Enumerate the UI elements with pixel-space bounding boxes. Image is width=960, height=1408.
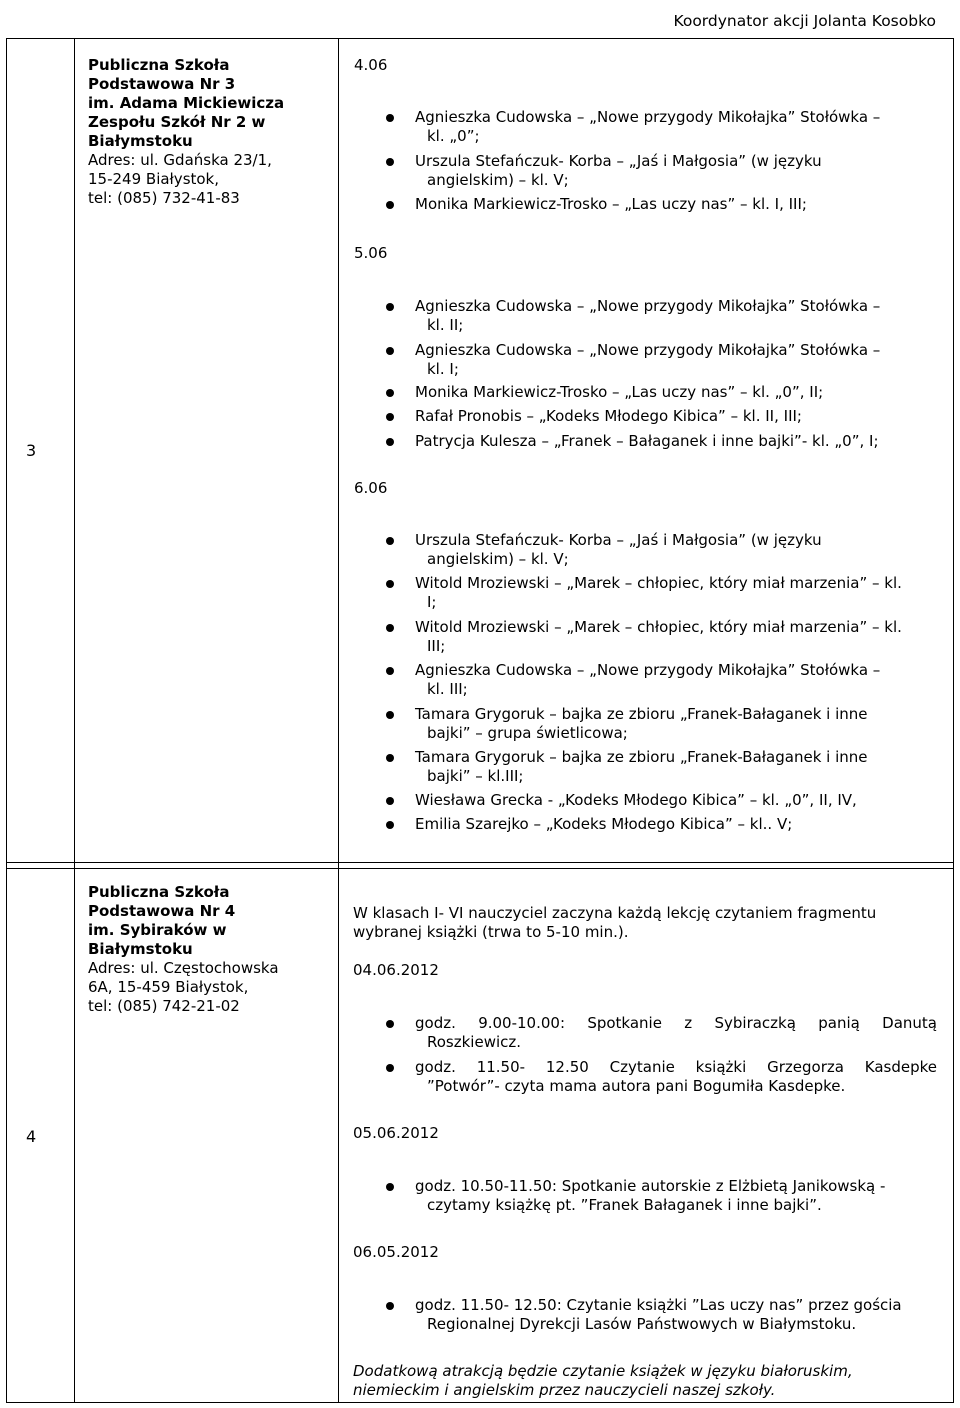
coordinator-line: Koordynator akcji Jolanta Kosobko [673,12,936,30]
event-item-line: kl. „0”; [427,127,480,145]
bullet-icon [386,754,394,762]
bullet-icon [386,797,394,805]
event-item-line: I; [427,593,437,611]
bullet-icon [386,438,394,446]
bullet-icon [386,1302,394,1310]
bullet-icon [386,389,394,397]
event-item-line: angielskim) – kl. V; [427,171,569,189]
school-address-line: Adres: ul. Gdańska 23/1, [88,151,272,169]
event-item-line: kl. I; [427,360,459,378]
bullet-icon [386,158,394,166]
school-name-line: Podstawowa Nr 3 [88,75,236,93]
event-item-line: kl. III; [427,680,468,698]
event-date: 6.06 [354,479,388,497]
table-bottom-line [6,1402,954,1403]
table-top-line [6,38,954,39]
bullet-icon [386,667,394,675]
row-separator-2 [6,868,954,869]
bullet-icon [386,303,394,311]
bullet-icon [386,711,394,719]
event-item-line: Tamara Grygoruk – bajka ze zbioru „Franek-Bałaganek i inne [415,705,868,723]
event-item-line: ”Potwór”- czyta mama autora pani Bogumiła Kasdepke. [427,1077,846,1095]
event-item-line: Agnieszka Cudowska – „Nowe przygody Mikołajka” Stołówka – [415,108,881,126]
event-item-line: kl. II; [427,316,464,334]
table-right-line [953,38,954,1402]
school-name-line: Białymstoku [88,132,193,150]
school-info [88,56,328,208]
event-item-line: Agnieszka Cudowska – „Nowe przygody Mikołajka” Stołówka – [415,297,881,315]
bullet-icon [386,201,394,209]
number-column-line [74,38,75,1402]
school-name-line: im. Adama Mickiewicza [88,94,285,112]
event-item-line: Regionalnej Dyrekcji Lasów Państwowych w Białymstoku. [427,1315,857,1333]
event-item-line: Agnieszka Cudowska – „Nowe przygody Mikołajka” Stołówka – [415,661,881,679]
intro-line: W klasach I- VI nauczyciel zaczyna każdą lekcję czytaniem fragmentu [353,904,877,922]
event-item-line: Urszula Stefańczuk- Korba – „Jaś i Małgosia” (w języku [415,531,822,549]
event-item-line: godz. 11.50- 12.50: Czytanie książki ”Las uczy nas” przez gościa [415,1296,902,1314]
event-date: 05.06.2012 [353,1124,439,1142]
event-item-line: Witold Mroziewski – „Marek – chłopiec, który miał marzenia” – kl. [415,618,902,636]
event-item-line: Monika Markiewicz-Trosko – „Las uczy nas” – kl. „0”, II; [415,383,824,401]
event-item-line: III; [427,637,446,655]
event-item-line: angielskim) – kl. V; [427,550,569,568]
event-item-line: godz. 11.50- 12.50 Czytanie książki Grzegorza Kasdepke [415,1058,937,1076]
event-item-line: czytamy książkę pt. ”Franek Bałaganek i inne bajki”. [427,1196,822,1214]
event-item-line: bajki” – kl.III; [427,767,524,785]
event-item-line: Emilia Szarejko – „Kodeks Młodego Kibica” – kl.. V; [415,815,793,833]
bullet-icon [386,347,394,355]
bullet-icon [386,821,394,829]
school-name-line: Zespołu Szkół Nr 2 w [88,113,266,131]
event-date: 5.06 [354,244,388,262]
bullet-icon [386,1064,394,1072]
bullet-icon [386,1020,394,1028]
event-item-line: Tamara Grygoruk – bajka ze zbioru „Franek-Bałaganek i inne [415,748,868,766]
event-item-line: Monika Markiewicz-Trosko – „Las uczy nas” – kl. I, III; [415,195,807,213]
row-number: 3 [26,441,37,460]
school-column-line [338,38,339,1402]
event-item-line: Patrycja Kulesza – „Franek – Bałaganek i inne bajki”- kl. „0”, I; [415,432,879,450]
event-item-line: godz. 10.50-11.50: Spotkanie autorskie z Elżbietą Janikowską - [415,1177,886,1195]
intro-line: wybranej książki (trwa to 5-10 min.). [353,923,629,941]
event-item-line: Witold Mroziewski – „Marek – chłopiec, który miał marzenia” – kl. [415,574,902,592]
school-name-line: Publiczna Szkoła [88,883,230,901]
event-item-line: Rafał Pronobis – „Kodeks Młodego Kibica” – kl. II, III; [415,407,802,425]
event-date: 04.06.2012 [353,961,439,979]
event-date: 4.06 [354,56,388,74]
school-name-line: Publiczna Szkoła [88,56,230,74]
event-item-line: Wiesława Grecka - „Kodeks Młodego Kibica” – kl. „0”, II, IV, [415,791,857,809]
bullet-icon [386,114,394,122]
row-separator-1 [6,862,954,863]
event-item-line: Agnieszka Cudowska – „Nowe przygody Mikołajka” Stołówka – [415,341,881,359]
school-address-line: tel: (085) 732-41-83 [88,189,240,207]
event-date: 06.05.2012 [353,1243,439,1261]
school-name-line: Podstawowa Nr 4 [88,902,236,920]
row-number: 4 [26,1127,37,1146]
school-info [88,883,328,1016]
bullet-icon [386,1183,394,1191]
school-address-line: 15-249 Białystok, [88,170,220,188]
footer-note-line: niemieckim i angielskim przez nauczycieli naszej szkoły. [353,1381,776,1399]
school-name-line: im. Sybiraków w [88,921,227,939]
event-item-line: Urszula Stefańczuk- Korba – „Jaś i Małgosia” (w języku [415,152,822,170]
school-name-line: Białymstoku [88,940,193,958]
event-item-line: Roszkiewicz. [427,1033,522,1051]
school-address-line: tel: (085) 742-21-02 [88,997,240,1015]
table-left-line [6,38,7,1402]
school-address-line: 6A, 15-459 Białystok, [88,978,249,996]
bullet-icon [386,580,394,588]
bullet-icon [386,624,394,632]
event-item-line: bajki” – grupa świetlicowa; [427,724,628,742]
school-address-line: Adres: ul. Częstochowska [88,959,279,977]
bullet-icon [386,537,394,545]
footer-note-line: Dodatkową atrakcją będzie czytanie książek w języku białoruskim, [353,1362,853,1380]
bullet-icon [386,413,394,421]
event-item-line: godz. 9.00-10.00: Spotkanie z Sybiraczką panią Danutą [415,1014,937,1032]
